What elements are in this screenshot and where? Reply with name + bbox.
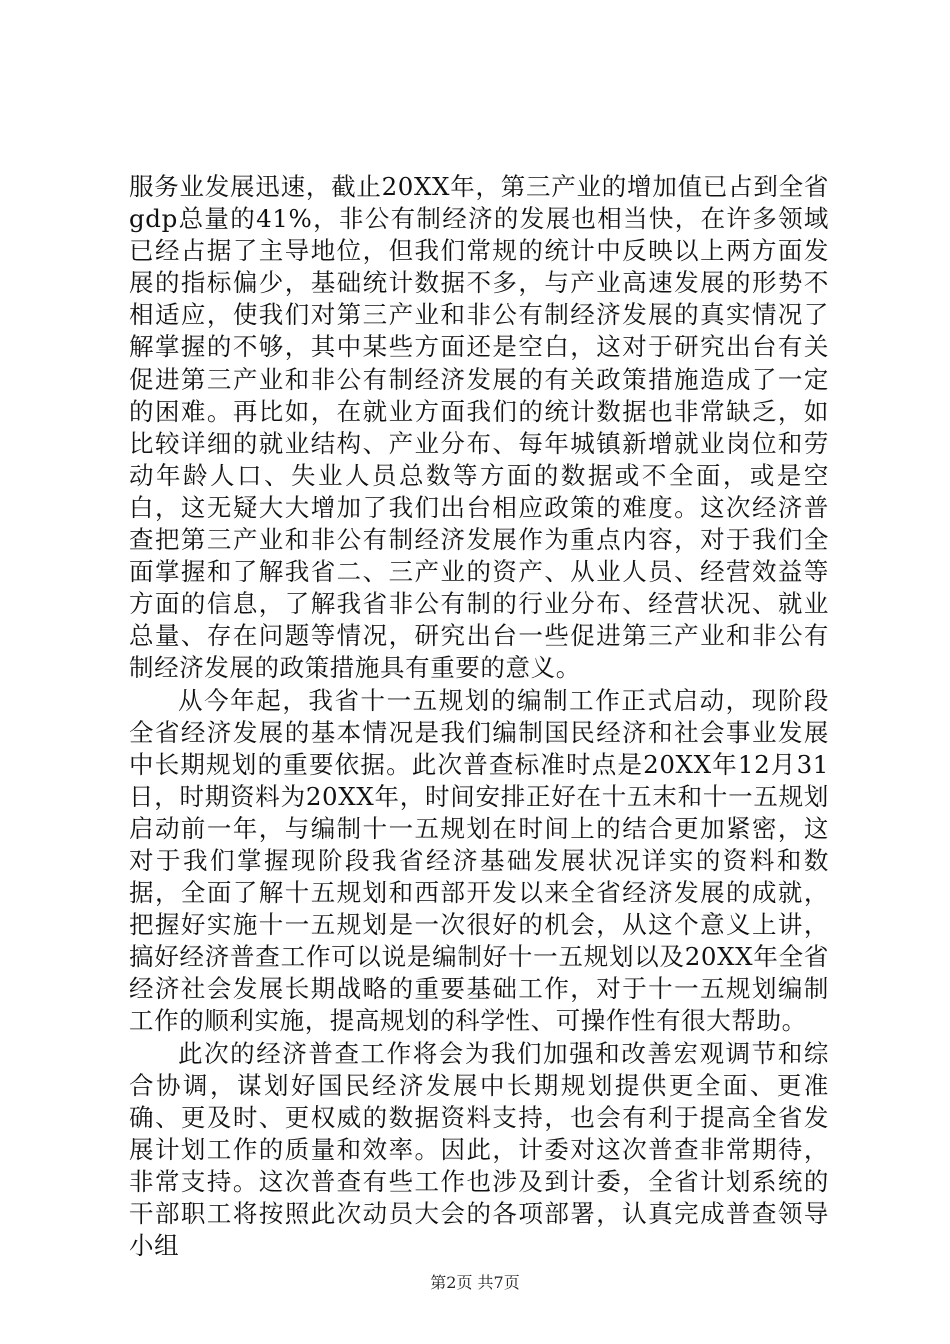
paragraph-3: 此次的经济普查工作将会为我们加强和改善宏观调节和综合协调，谋划好国民经济发展中长期规划提供更全面、更准确、更及时、更权威的数据资料支持，也会有利于提高全省发展计划工作的质量和效率。因此，计委对这次普查非常期待，非常支持。这次普查有些工作也涉及到计委，全省计划系统的干部职工将按照此次动员大会的各项部署，认真完成普查领导小组: [129, 1038, 829, 1261]
paragraph-2: 从今年起，我省十一五规划的编制工作正式启动，现阶段全省经济发展的基本情况是我们编制国民经济和社会事业发展中长期规划的重要依据。此次普查标准时点是20XX年12月31日，时期资料为20XX年，时间安排正好在十五末和十一五规划启动前一年，与编制十一五规划在时间上的结合更加紧密，这对于我们掌握现阶段我省经济基础发展状况详实的资料和数据，全面了解十五规划和西部开发以来全省经济发展的成就，把握好实施十一五规划是一次很好的机会，从这个意义上讲，搞好经济普查工作可以说是编制好十一五规划以及20XX年全省经济社会发展长期战略的重要基础工作，对于十一五规划编制工作的顺利实施，提高规划的科学性、可操作性有很大帮助。: [129, 685, 829, 1036]
page-footer: 第2页 共7页: [430, 1273, 520, 1292]
body-text: [129, 171, 829, 1262]
paragraph-1: 服务业发展迅速，截止20XX年，第三产业的增加值已占到全省gdp总量的41%，非公有制经济的发展也相当快，在许多领域已经占据了主导地位，但我们常规的统计中反映以上两方面发展的指标偏少，基础统计数据不多，与产业高速发展的形势不相适应，使我们对第三产业和非公有制经济发展的真实情况了解掌握的不够，其中某些方面还是空白，这对于研究出台有关促进第三产业和非公有制经济发展的有关政策措施造成了一定的困难。再比如，在就业方面我们的统计数据也非常缺乏，如比较详细的就业结构、产业分布、每年城镇新增就业岗位和劳动年龄人口、失业人员总数等方面的数据或不全面，或是空白，这无疑大大增加了我们出台相应政策的难度。这次经济普查把第三产业和非公有制经济发展作为重点内容，对于我们全面掌握和了解我省二、三产业的资产、从业人员、经营效益等方面的信息，了解我省非公有制的行业分布、经营状况、就业总量、存在问题等情况，研究出台一些促进第三产业和非公有制经济发展的政策措施具有重要的意义。: [129, 172, 829, 683]
